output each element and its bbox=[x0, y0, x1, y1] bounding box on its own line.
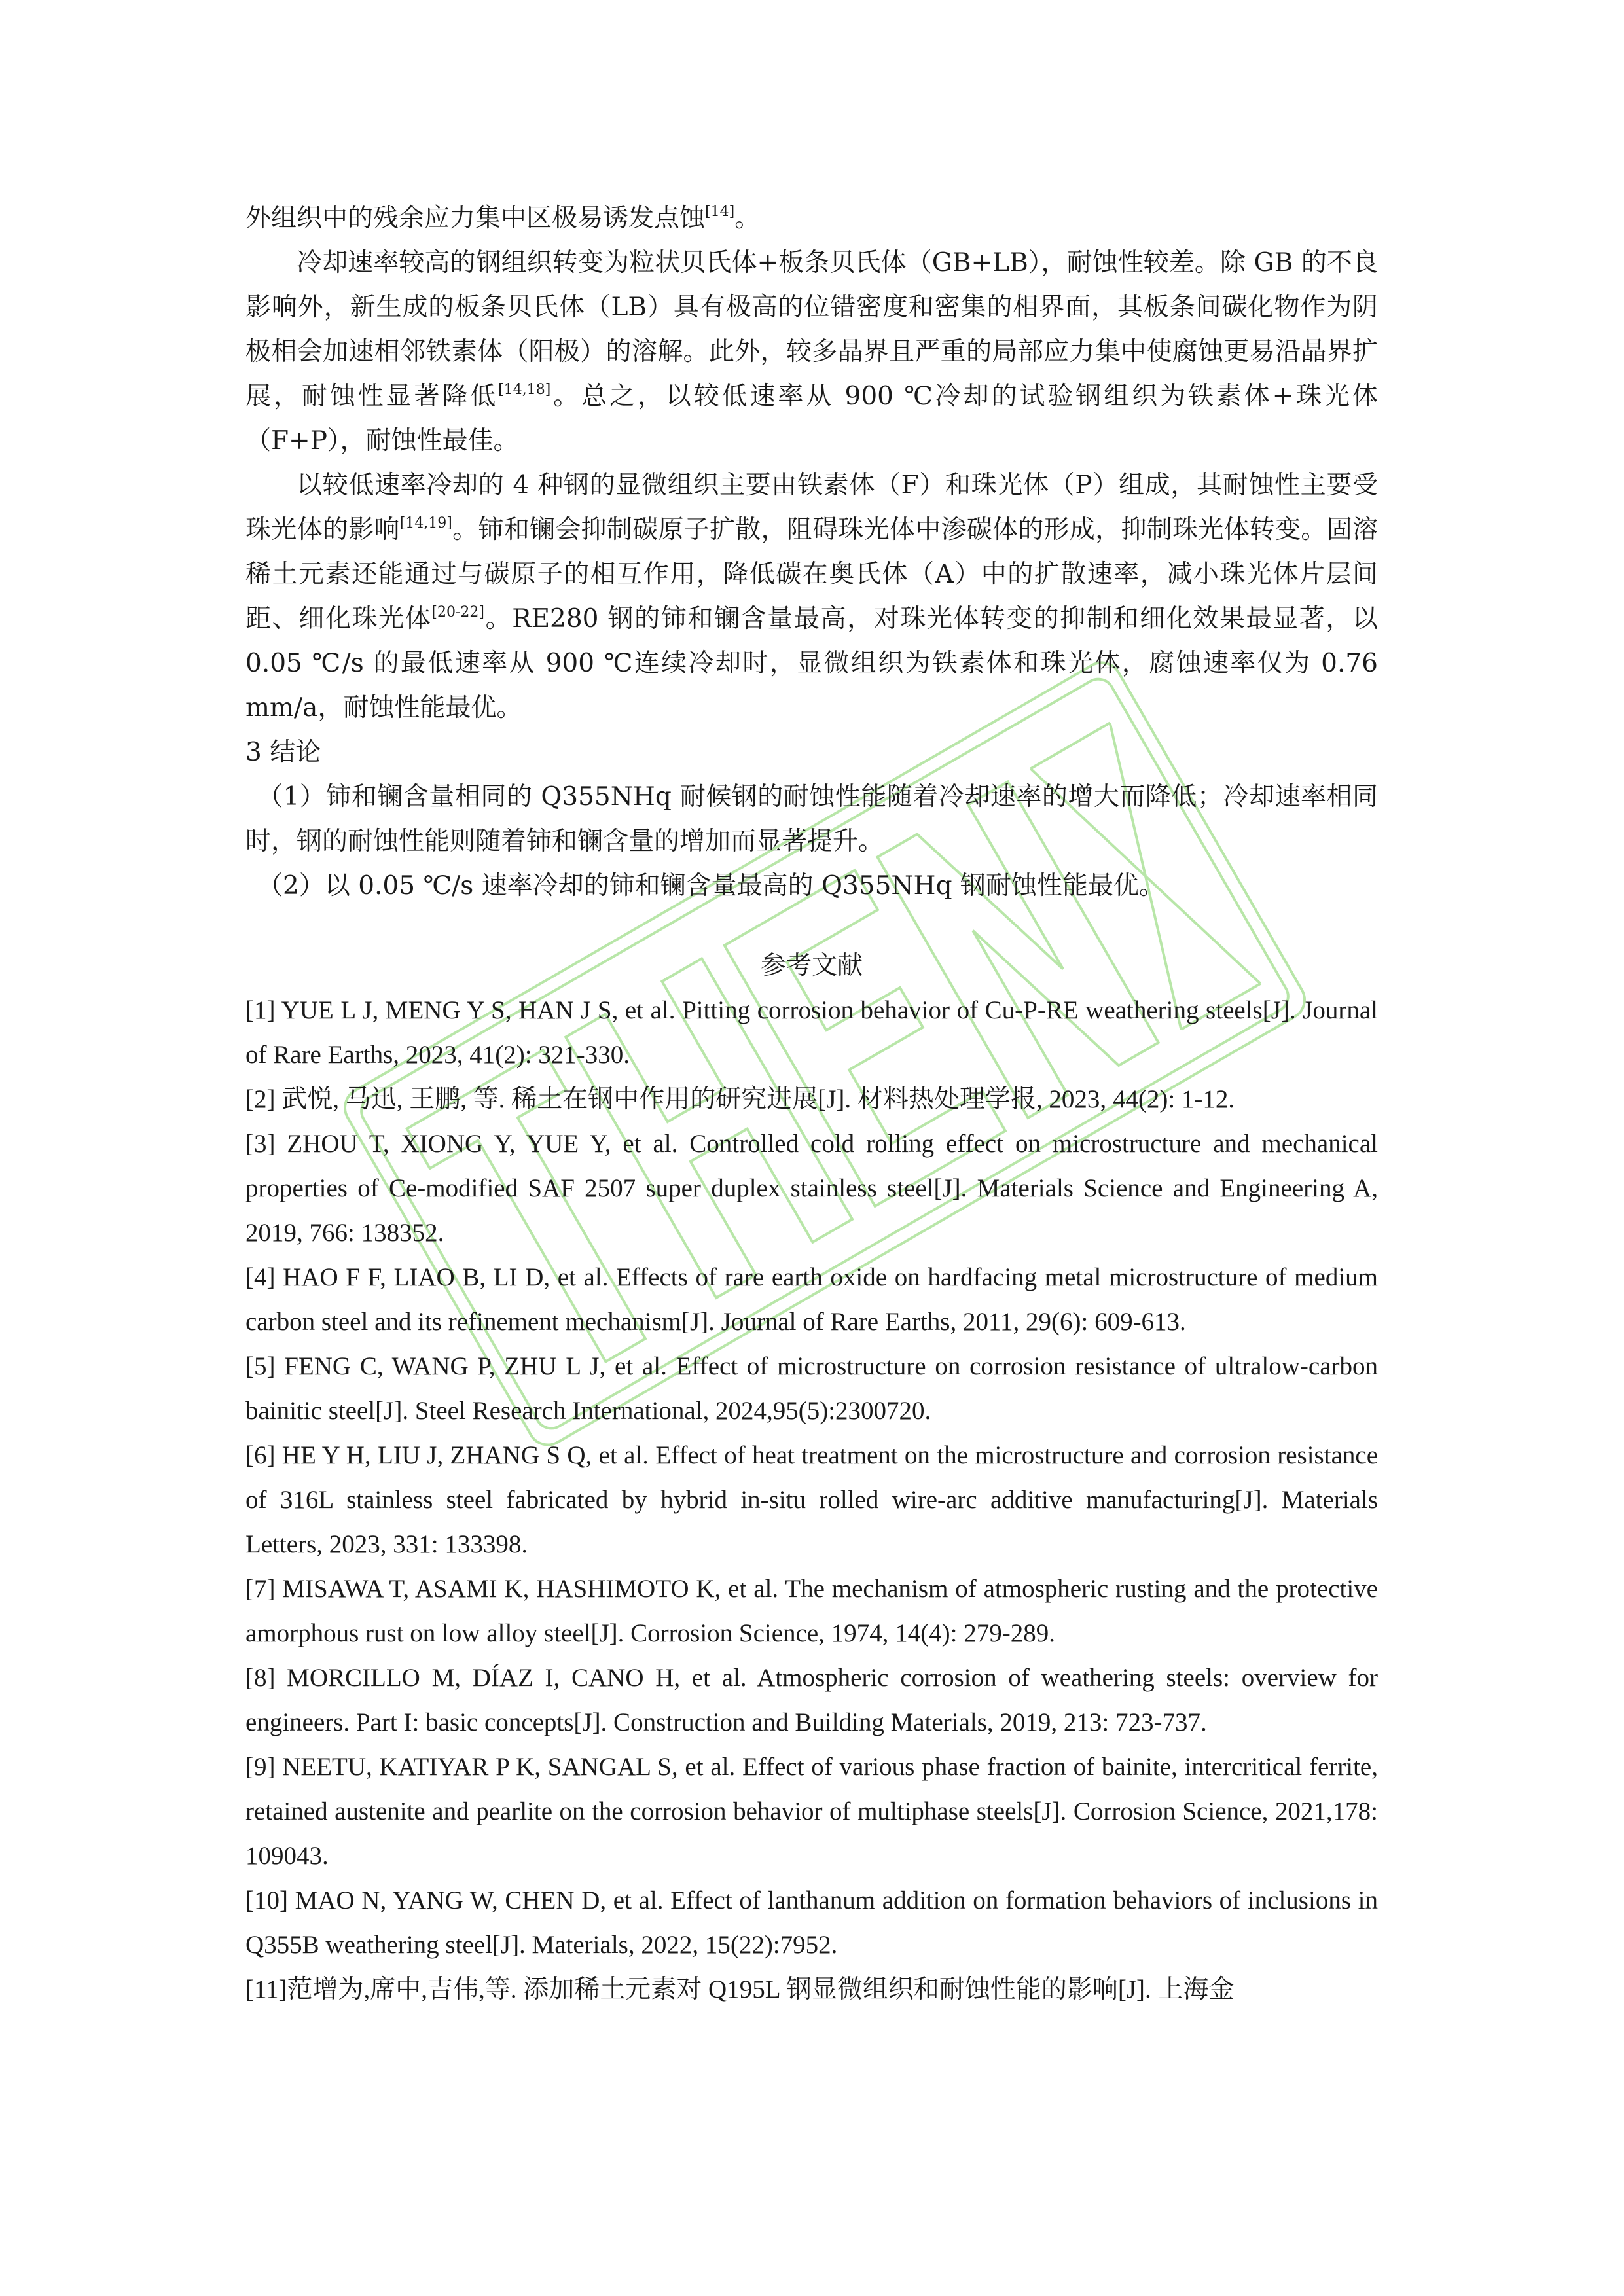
paragraph-cooling-rate-low: 以较低速率冷却的 4 种钢的显微组织主要由铁素体（F）和珠光体（P）组成，其耐蚀性主要受珠光体的影响[14,19]。铈和镧会抑制碳原子扩散，阻碍珠光体中渗碳体的形成，抑制珠光体转变。固溶稀土元素还能通过与碳原子的相互作用，降低碳在奥氏体（A）中的扩散速率，减小珠光体片层间距、细化珠光体[20-22]。RE280 钢的铈和镧含量最高，对珠光体转变的抑制和细化效果最显著，以 0.05 ℃/s 的最低速率从 900 ℃连续冷却时，显微组织为铁素体和珠光体，腐蚀速率仅为 0.76 mm/a，耐蚀性能最优。 bbox=[245, 471, 1378, 723]
reference-item: [2] 武悦, 马迅, 王鹏, 等. 稀土在钢中作用的研究进展[J]. 材料热处理学报, 2023, 44(2): 1-12. bbox=[245, 1085, 1235, 1113]
conclusion-item-1: （1）铈和镧含量相同的 Q355NHq 耐候钢的耐蚀性能随着冷却速率的增大而降低；冷却速率相同时，钢的耐蚀性能则随着铈和镧含量的增加而显著提升。 bbox=[245, 782, 1378, 856]
section-heading-conclusion: 3 结论 bbox=[245, 738, 321, 767]
reference-item: [9] NEETU, KATIYAR P K, SANGAL S, et al. Effect of various phase fraction of bainite, intercritical ferrite, retained austenite and pearlite on the corrosion behavior of multiphase steels[J]. Corrosion Science, 2021,178: 109043. bbox=[245, 1753, 1378, 1870]
reference-item: [4] HAO F F, LIAO B, LI D, et al. Effects of rare earth oxide on hardfacing metal microstructure of medium carbon steel and its refinement mechanism[J]. Journal of Rare Earths, 2011, 29(6): 609-613. bbox=[245, 1263, 1378, 1336]
reference-item: [10] MAO N, YANG W, CHEN D, et al. Effect of lanthanum addition on formation behaviors of inclusions in Q355B weathering steel[J]. Materials, 2022, 15(22):7952. bbox=[245, 1886, 1378, 1959]
reference-item: [1] YUE L J, MENG Y S, HAN J S, et al. Pitting corrosion behavior of Cu-P-RE weathering steels[J]. Journal of Rare Earths, 2023, 41(2): 321-330. bbox=[245, 996, 1378, 1069]
references-title: 参考文献 bbox=[760, 951, 863, 980]
paragraph-cooling-rate-high: 冷却速率较高的钢组织转变为粒状贝氏体+板条贝氏体（GB+LB），耐蚀性较差。除 GB 的不良影响外，新生成的板条贝氏体（LB）具有极高的位错密度和密集的相界面，其板条间碳化物作为阴极相会加速相邻铁素体（阳极）的溶解。此外，较多晶界且严重的局部应力集中使腐蚀更易沿晶界扩展，耐蚀性显著降低[14,18]。总之，以较低速率从 900 ℃冷却的试验钢组织为铁素体+珠光体（F+P），耐蚀性最佳。 bbox=[245, 248, 1378, 456]
citation[interactable]: [14] bbox=[705, 204, 735, 220]
conclusion-item-2: （2）以 0.05 ℃/s 速率冷却的铈和镧含量最高的 Q355NHq 钢耐蚀性能最优。 bbox=[257, 871, 1164, 901]
citation[interactable]: [20-22] bbox=[431, 604, 484, 620]
reference-item: [6] HE Y H, LIU J, ZHANG S Q, et al. Effect of heat treatment on the microstructure and corrosion resistance of 316L stainless steel fabricated by hybrid in-situ rolled wire-arc additive manufacturing[J]. Materials Letters, 2023, 331: 133398. bbox=[245, 1441, 1378, 1558]
citation[interactable]: [14,18] bbox=[498, 382, 551, 398]
page-content bbox=[245, 196, 1378, 2012]
reference-item: [3] ZHOU T, XIONG Y, YUE Y, et al. Controlled cold rolling effect on microstructure and mechanical properties of Ce-modified SAF 2507 super duplex stainless steel[J]. Materials Science and Engineering A, 2019, 766: 138352. bbox=[245, 1130, 1378, 1247]
reference-item: [5] FENG C, WANG P, ZHU L J, et al. Effect of microstructure on corrosion resistance of ultralow‐carbon bainitic steel[J]. Steel Research International, 2024,95(5):2300720. bbox=[245, 1352, 1378, 1425]
references-list bbox=[245, 988, 1378, 2012]
reference-item: [7] MISAWA T, ASAMI K, HASHIMOTO K, et al. The mechanism of atmospheric rusting and the protective amorphous rust on low alloy steel[J]. Corrosion Science, 1974, 14(4): 279-289. bbox=[245, 1575, 1378, 1647]
reference-item: [11]范增为,席中,吉伟,等. 添加稀土元素对 Q195L 钢显微组织和耐蚀性能的影响[J]. 上海金 bbox=[245, 1975, 1235, 2003]
paragraph-continuation: 外组织中的残余应力集中区极易诱发点蚀[14]。 bbox=[245, 204, 761, 233]
reference-item: [8] MORCILLO M, DÍAZ I, CANO H, et al. Atmospheric corrosion of weathering steels: overview for engineers. Part I: basic concepts[J]. Construction and Building Materials, 2019, 213: 723-737. bbox=[245, 1664, 1378, 1736]
citation[interactable]: [14,19] bbox=[399, 515, 452, 531]
